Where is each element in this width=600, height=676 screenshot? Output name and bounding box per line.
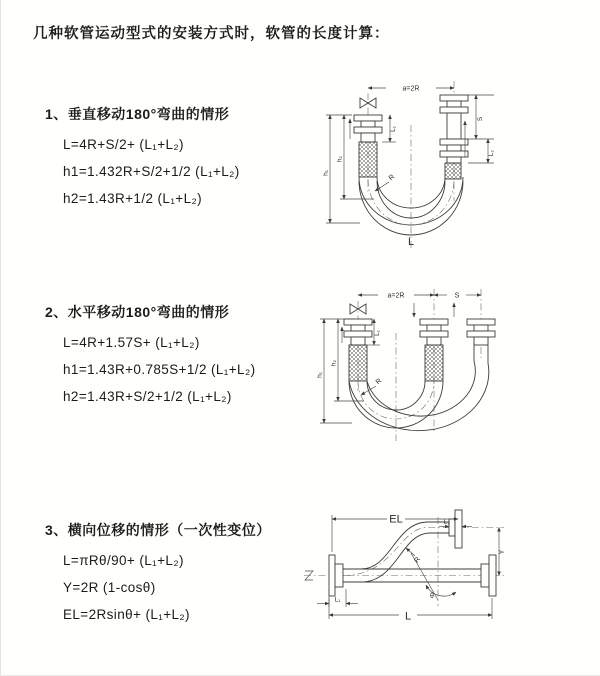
- right-flange-lower-position: [440, 139, 468, 163]
- dim-l2-label: L₂: [443, 519, 451, 526]
- left-flange: [329, 555, 343, 596]
- diagram-vertical-travel-180-bend: [316, 73, 586, 258]
- right-flange-original-position: [481, 555, 496, 596]
- page-title: 几种软管运动型式的安装方式时，软管的长度计算：: [33, 26, 390, 42]
- left-flange: [344, 319, 372, 345]
- section-3-formula-L: L=πRθ/90+ (L₁+L₂): [63, 553, 184, 568]
- hose-u-bend-positions: [349, 345, 489, 431]
- dim-el-label: EL: [389, 513, 403, 526]
- dim-length-label: L: [404, 610, 412, 623]
- diagram-horizontal-travel-180-bend: [314, 283, 594, 463]
- dim-length-label: L: [407, 236, 415, 248]
- section-2-formula-L: L=4R+1.57S+ (L₁+L₂): [63, 335, 200, 350]
- section-1-formula-L: L=4R+S/2+ (L₁+L₂): [63, 137, 184, 152]
- dim-h1-label: h₁: [316, 372, 324, 378]
- section-vertical-travel: [45, 104, 240, 212]
- dim-h1-label: h₁: [322, 170, 330, 176]
- section-2-formula-h1: h1=1.43R+0.785S+1/2 (L₁+L₂): [63, 362, 256, 377]
- dim-l2-label: L₂: [488, 149, 495, 157]
- section-lateral-offset: [45, 520, 271, 628]
- dim-h2-label: h₂: [330, 359, 338, 367]
- dim-l1-label: L₁: [334, 596, 341, 604]
- dim-l1-label: L₁: [374, 330, 381, 336]
- dim-radius-label: R: [413, 556, 423, 565]
- dim-span-label: a=2R: [402, 85, 420, 93]
- dim-h2-label: h₂: [336, 155, 344, 163]
- section-horizontal-travel: [45, 302, 255, 410]
- left-flange: [354, 115, 382, 142]
- dim-travel-label: S: [454, 292, 460, 300]
- dim-l1-label: L₁: [390, 126, 397, 132]
- dim-span-label: a=2R: [387, 292, 405, 300]
- hose-s-curve-displaced: [361, 522, 449, 582]
- section-3-heading: 3、横向位移的情形（一次性变位）: [45, 522, 271, 538]
- dim-travel-label: S: [477, 116, 484, 122]
- right-flange-displaced-position: [467, 319, 495, 345]
- dim-angle-label: θ: [430, 593, 434, 600]
- section-3-formula-EL: EL=2Rsinθ+ (L₁+L₂): [63, 607, 190, 622]
- middle-braid-section: [425, 345, 443, 381]
- section-1-formula-h1: h1=1.432R+S/2+1/2 (L₁+L₂): [63, 164, 240, 179]
- right-flange-upper-position: [440, 95, 468, 139]
- dim-radius-label: R: [374, 377, 384, 387]
- section-1-formula-h2: h2=1.43R+1/2 (L₁+L₂): [63, 191, 203, 206]
- right-braid-section: [445, 163, 461, 179]
- section-1-heading: 1、垂直移动180°弯曲的情形: [45, 106, 230, 122]
- dim-offset-label: Y: [499, 549, 506, 555]
- upper-flange-displaced-position: [449, 510, 462, 548]
- left-braid-section: [359, 142, 377, 177]
- diagram-lateral-offset: [299, 503, 544, 638]
- section-2-formula-h2: h2=1.43R+S/2+1/2 (L₁+L₂): [63, 389, 232, 404]
- middle-flange-original-position: [420, 319, 448, 345]
- left-braid-section: [349, 345, 367, 381]
- dim-radius-label: R: [387, 173, 397, 183]
- section-2-heading: 2、水平移动180°弯曲的情形: [45, 304, 230, 320]
- section-3-formula-Y: Y=2R (1-cosθ): [63, 580, 156, 595]
